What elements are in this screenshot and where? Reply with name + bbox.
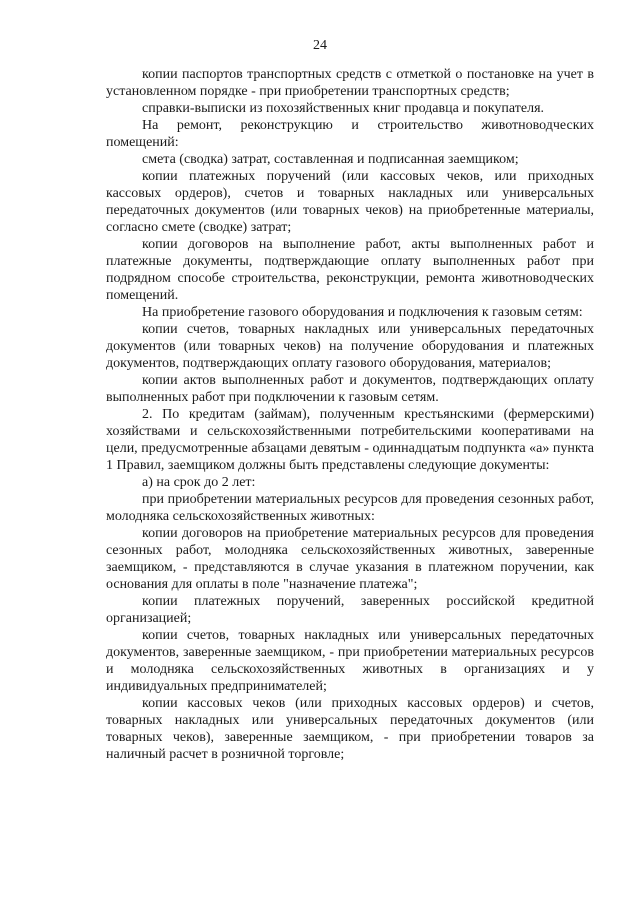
paragraph: копии договоров на приобретение материальных ресурсов для проведения сезонных работ, молодняка сельскохозяйственных животных, заверенные заемщиком, - представляются в случае указания в платежном поручении, как основания для оплаты в поле "назначение платежа"; [106,526,594,592]
paragraph: копии паспортов транспортных средств с отметкой о постановке на учет в установленном порядке - при приобретении транспортных средств; [106,67,594,99]
paragraph: копии платежных поручений (или кассовых чеков, или приходных кассовых ордеров), счетов и товарных накладных или универсальных передаточных документов (или товарных чеков) на приобретенные материалы, согласно смете (сводке) затрат; [106,169,594,235]
paragraph: 2. По кредитам (займам), полученным крестьянскими (фермерскими) хозяйствами и сельскохозяйственными потребительскими кооперативами на цели, предусмотренные абзацами девятым - одиннадцатым подпункта «а» пункта 1 Правил, заемщиком должны быть представлены следующие документы: [106,407,594,473]
paragraph: при приобретении материальных ресурсов для проведения сезонных работ, молодняка сельскохозяйственных животных: [106,492,594,524]
paragraph: На ремонт, реконструкцию и строительство животноводческих помещений: [106,118,594,150]
paragraph: справки-выписки из похозяйственных книг продавца и покупателя. [142,101,545,116]
paragraph: смета (сводка) затрат, составленная и подписанная заемщиком; [142,152,519,167]
paragraph: копии платежных поручений, заверенных российской кредитной организацией; [106,594,594,626]
paragraph: На приобретение газового оборудования и подключения к газовым сетям: [142,305,583,320]
page-number: 24 [313,38,327,53]
paragraph: копии кассовых чеков (или приходных кассовых ордеров) и счетов, товарных накладных или универсальных передаточных документов (или товарных чеков), заверенные заемщиком, - при приобретении товаров за наличный расчет в розничной торговле; [106,696,594,762]
paragraph: копии счетов, товарных накладных или универсальных передаточных документов (или товарных чеков) на получение оборудования и платежных документов, подтверждающих оплату газового оборудования, материалов; [106,322,594,371]
paragraph: копии счетов, товарных накладных или универсальных передаточных документов, заверенные заемщиком, - при приобретении материальных ресурсов и молодняка сельскохозяйственных животных в организациях и у индивидуальных предпринимателей; [106,628,594,694]
paragraph: а) на срок до 2 лет: [142,475,256,490]
paragraph: копии актов выполненных работ и документов, подтверждающих оплату выполненных работ при подключении к газовым сетям. [106,373,594,405]
document-body [106,66,594,763]
paragraph: копии договоров на выполнение работ, акты выполненных работ и платежные документы, подтверждающие оплату выполненных работ при подрядном способе строительства, реконструкции, ремонта животноводческих помещений. [106,237,594,303]
